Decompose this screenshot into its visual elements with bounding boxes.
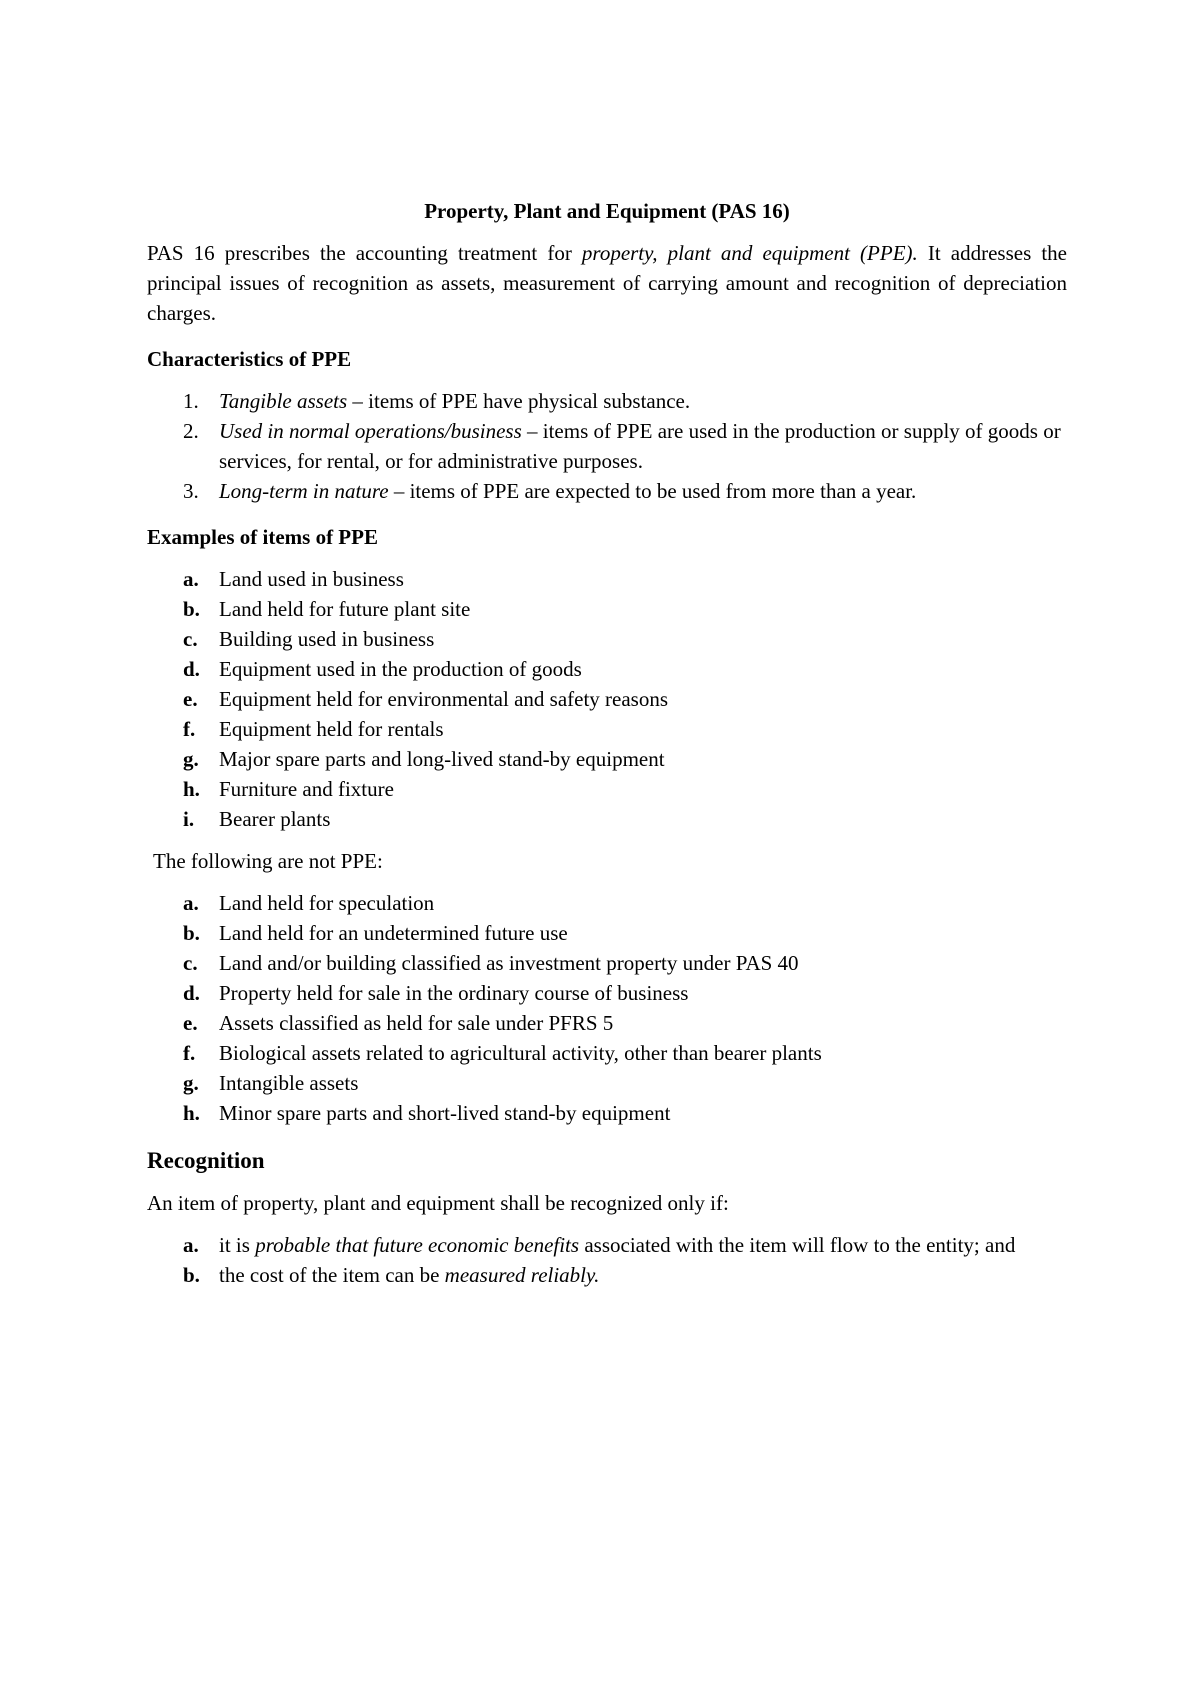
- list-marker: g.: [183, 1071, 199, 1095]
- recognition-heading: Recognition: [147, 1148, 265, 1173]
- item-text: Building used in business: [219, 627, 435, 651]
- item-term: Used in normal operations/business: [219, 419, 522, 443]
- intro-paragraph: [147, 238, 1067, 328]
- item-text: Biological assets related to agricultural activity, other than bearer plants: [219, 1041, 822, 1065]
- item-text: – items of PPE are used in the production or supply of goods or services, for rental, or for administrative purposes.: [219, 419, 1061, 473]
- list-marker: c.: [183, 951, 198, 975]
- list-item: [147, 654, 1067, 684]
- list-marker: c.: [183, 627, 198, 651]
- item-text: Major spare parts and long-lived stand-by equipment: [219, 747, 665, 771]
- characteristics-heading: Characteristics of PPE: [147, 347, 352, 371]
- list-item: [147, 684, 1067, 714]
- list-marker: e.: [183, 687, 198, 711]
- intro-text-1: PAS 16 prescribes the accounting treatment for: [147, 241, 582, 265]
- list-item: [147, 624, 1067, 654]
- item-text: Minor spare parts and short-lived stand-by equipment: [219, 1101, 671, 1125]
- intro-text-2: It addresses the principal issues of recognition as assets, measurement of carrying amount and recognition of depreciation charges.: [147, 241, 1068, 325]
- list-item: [147, 1098, 1067, 1128]
- list-item: [147, 1230, 1067, 1260]
- item-text: Equipment held for environmental and safety reasons: [219, 687, 669, 711]
- list-item: [147, 416, 1067, 476]
- list-item: [147, 564, 1067, 594]
- item-text: Land held for speculation: [219, 891, 435, 915]
- list-item: [147, 744, 1067, 774]
- not-ppe-intro: The following are not PPE:: [153, 849, 383, 873]
- list-marker: b.: [183, 921, 200, 945]
- examples-list: [147, 564, 1067, 834]
- list-marker: b.: [183, 597, 200, 621]
- item-text: Property held for sale in the ordinary course of business: [219, 981, 689, 1005]
- item-text: – items of PPE are expected to be used from more than a year.: [388, 479, 917, 503]
- list-item: [147, 594, 1067, 624]
- list-marker: f.: [183, 1041, 196, 1065]
- item-text-italic: measured reliably.: [444, 1263, 600, 1287]
- list-marker: b.: [183, 1263, 200, 1287]
- item-text: Land used in business: [219, 567, 404, 591]
- list-item: [147, 476, 1067, 506]
- list-marker: 1.: [183, 389, 199, 413]
- item-term: Long-term in nature: [219, 479, 389, 503]
- list-item: [147, 714, 1067, 744]
- list-marker: 3.: [183, 479, 199, 503]
- list-item: [147, 1008, 1067, 1038]
- list-marker: d.: [183, 981, 200, 1005]
- item-text: Equipment used in the production of goods: [219, 657, 582, 681]
- recognition-intro: An item of property, plant and equipment shall be recognized only if:: [147, 1191, 729, 1215]
- not-ppe-list: [147, 888, 1067, 1128]
- page-title: Property, Plant and Equipment (PAS 16): [424, 199, 790, 223]
- list-item: [147, 948, 1067, 978]
- list-item: [147, 1068, 1067, 1098]
- list-item: [147, 888, 1067, 918]
- item-text-post: associated with the item will flow to the entity; and: [579, 1233, 1016, 1257]
- list-item: [147, 1038, 1067, 1068]
- list-marker: a.: [183, 567, 199, 591]
- list-item: [147, 804, 1067, 834]
- item-text-italic: probable that future economic benefits: [255, 1233, 580, 1257]
- list-marker: h.: [183, 1101, 200, 1125]
- item-text: Land and/or building classified as investment property under PAS 40: [219, 951, 799, 975]
- intro-text-italic: property, plant and equipment (PPE).: [581, 241, 918, 265]
- list-item: [147, 978, 1067, 1008]
- examples-heading: Examples of items of PPE: [147, 525, 378, 549]
- list-marker: d.: [183, 657, 200, 681]
- item-text: Land held for an undetermined future use: [219, 921, 568, 945]
- recognition-list: [147, 1230, 1067, 1290]
- item-text: Bearer plants: [219, 807, 331, 831]
- document-content: [147, 196, 1067, 1302]
- list-item: [147, 386, 1067, 416]
- item-text: Assets classified as held for sale under PFRS 5: [219, 1011, 614, 1035]
- list-item: [147, 774, 1067, 804]
- characteristics-list: [147, 386, 1067, 506]
- list-marker: h.: [183, 777, 200, 801]
- item-text: Furniture and fixture: [219, 777, 394, 801]
- item-text-pre: the cost of the item can be: [219, 1263, 445, 1287]
- list-marker: f.: [183, 717, 196, 741]
- item-text: Equipment held for rentals: [219, 717, 444, 741]
- item-text: – items of PPE have physical substance.: [347, 389, 691, 413]
- list-marker: i.: [183, 807, 195, 831]
- item-text-pre: it is: [219, 1233, 256, 1257]
- item-text: Land held for future plant site: [219, 597, 471, 621]
- list-marker: 2.: [183, 419, 199, 443]
- list-marker: a.: [183, 891, 199, 915]
- list-item: [147, 1260, 1067, 1290]
- list-marker: a.: [183, 1233, 199, 1257]
- item-text: Intangible assets: [219, 1071, 359, 1095]
- list-marker: g.: [183, 747, 199, 771]
- list-marker: e.: [183, 1011, 198, 1035]
- item-term: Tangible assets: [219, 389, 348, 413]
- list-item: [147, 918, 1067, 948]
